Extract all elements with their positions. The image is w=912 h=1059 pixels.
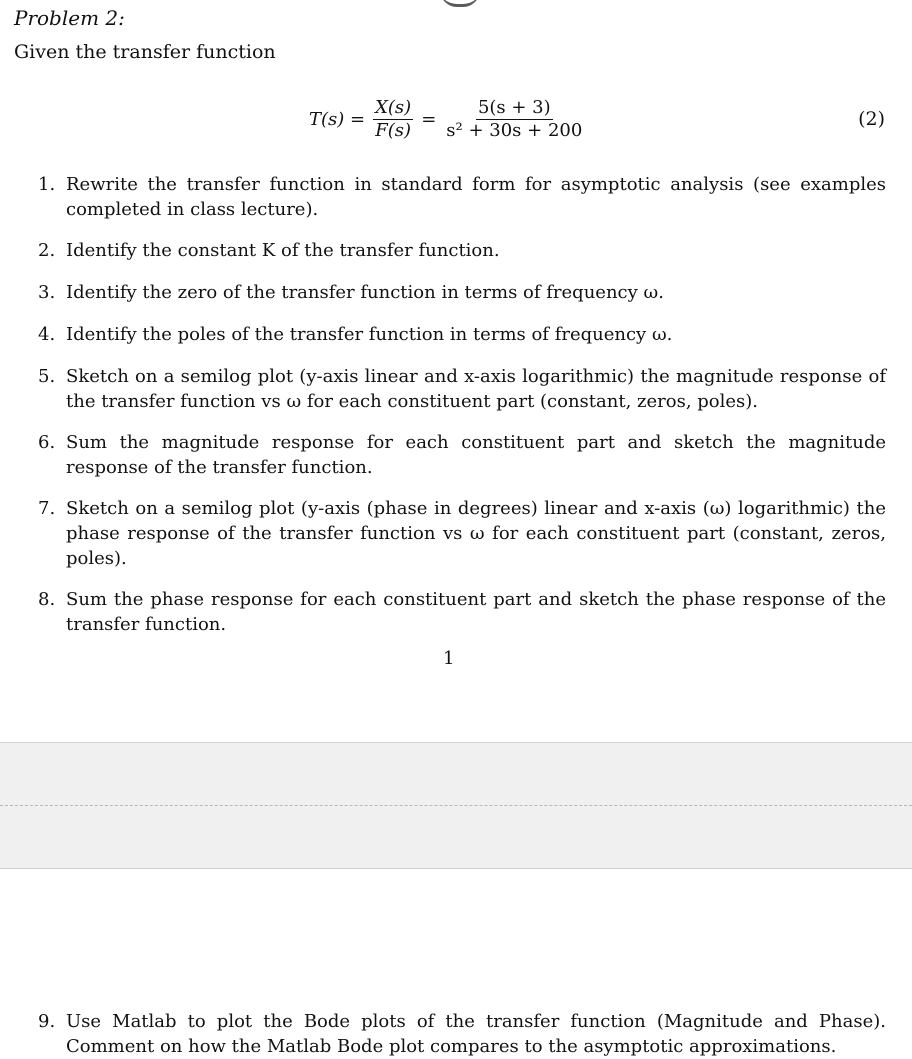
task-text: Sum the phase response for each constituent part and sketch the phase response of the transfer function.	[66, 589, 886, 635]
list-item	[38, 280, 886, 305]
task-text: Sketch on a semilog plot (y-axis (phase in degrees) linear and x-axis (ω) logarithmic) the phase response of the transfer function vs ω for each constituent part (constant, zeros, poles).	[66, 498, 886, 569]
list-item	[38, 364, 886, 414]
task-text: Identify the poles of the transfer function in terms of frequency ω.	[66, 324, 673, 345]
list-item	[38, 172, 886, 222]
list-item	[38, 322, 886, 347]
task-number: 6.	[38, 432, 56, 453]
fraction-transfer	[444, 97, 584, 142]
equation-lhs: T(s) =	[309, 108, 366, 130]
task-text: Identify the zero of the transfer function in terms of frequency ω.	[66, 282, 664, 303]
task-number: 5.	[38, 366, 56, 387]
fraction-x-over-f	[373, 97, 413, 142]
fraction1-denominator: F(s)	[375, 119, 412, 141]
task-list	[38, 172, 886, 637]
task-number: 2.	[38, 240, 56, 261]
list-item	[38, 1009, 886, 1059]
top-arc-decoration	[440, 0, 480, 7]
fraction2-numerator: 5(s + 3)	[477, 96, 551, 118]
list-item	[38, 430, 886, 480]
page-number: 1	[443, 648, 455, 669]
list-item	[38, 238, 886, 263]
task-number: 1.	[38, 174, 56, 195]
fraction2-denominator: s² + 30s + 200	[446, 119, 583, 141]
page-2	[0, 869, 912, 1058]
task-text: Sketch on a semilog plot (y-axis linear and x-axis logarithmic) the magnitude response of the transfer function vs ω for each constituent part (constant, zeros, poles).	[66, 366, 886, 412]
task-number: 8.	[38, 589, 56, 610]
task-number: 7.	[38, 498, 56, 519]
problem-intro: Given the transfer function	[14, 41, 276, 63]
task-text: Use Matlab to plot the Bode plots of the transfer function (Magnitude and Phase). Comment on how the Matlab Bode plot compares to the asymptotic approximations.	[66, 1011, 886, 1057]
page-gap	[0, 742, 912, 869]
problem-title: Problem 2:	[14, 6, 125, 30]
list-item	[38, 587, 886, 637]
task-number: 9.	[38, 1011, 56, 1032]
list-item	[38, 496, 886, 571]
fraction1-numerator: X(s)	[375, 96, 412, 118]
equals-sign: =	[421, 108, 437, 130]
task-text: Identify the constant K of the transfer function.	[66, 240, 500, 261]
task-number: 4.	[38, 324, 56, 345]
task-number: 3.	[38, 282, 56, 303]
transfer-function-equation	[309, 90, 584, 148]
task-text: Sum the magnitude response for each constituent part and sketch the magnitude response of the transfer function.	[66, 432, 886, 478]
task-text: Rewrite the transfer function in standard form for asymptotic analysis (see examples completed in class lecture).	[66, 174, 886, 220]
equation-number: (2)	[858, 108, 885, 130]
page-break-line	[0, 805, 912, 806]
